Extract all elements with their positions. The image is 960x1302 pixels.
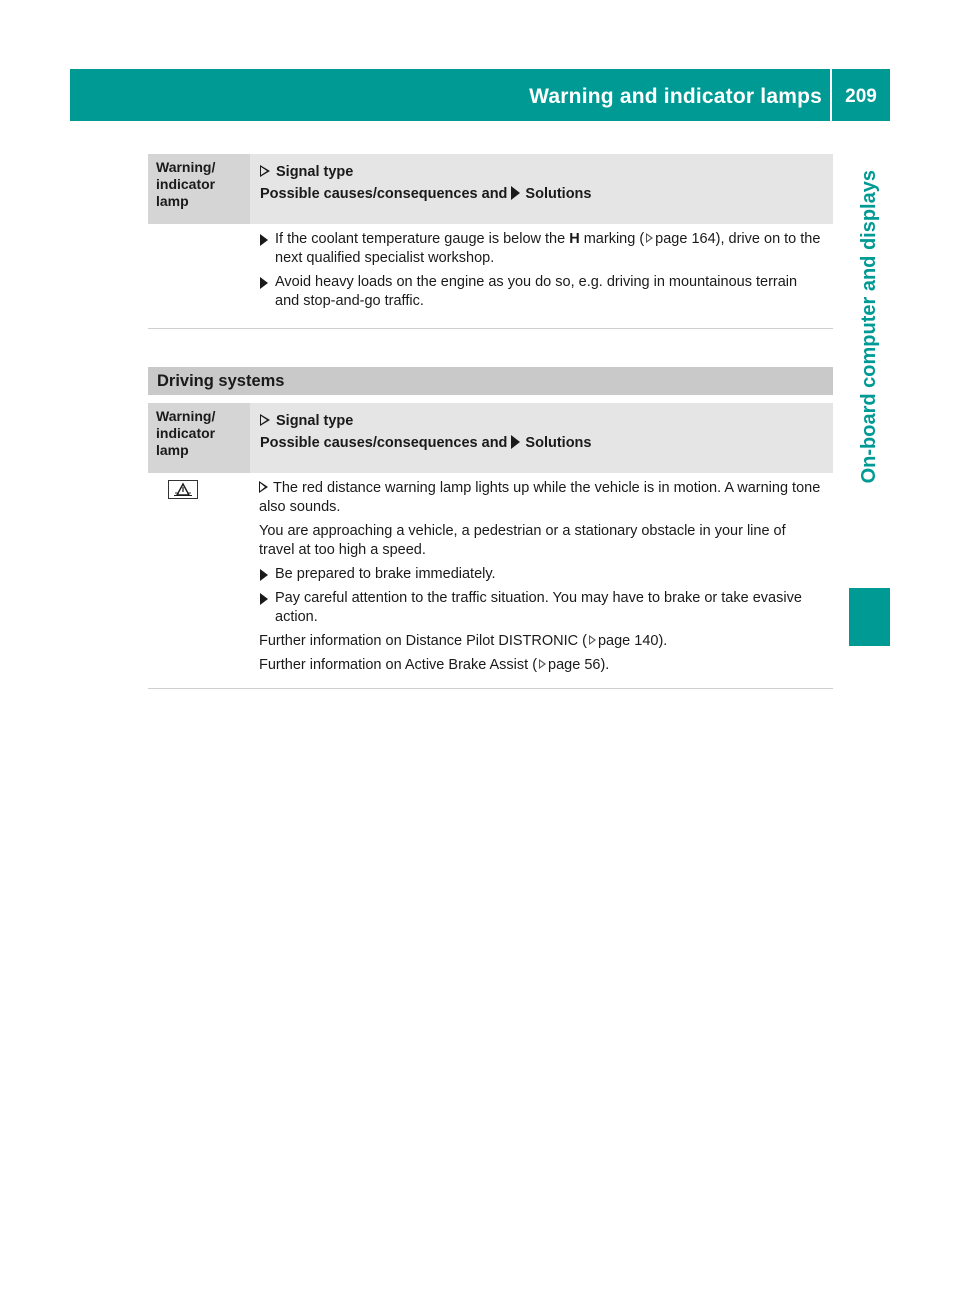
causes-label: Possible causes/consequences and [260, 435, 508, 451]
bullet-text: Pay careful attention to the traffic situation. You may have to brake or take evasive action. [275, 590, 802, 625]
further-text: Further information on Distance Pilot DISTRONIC ( [259, 633, 587, 649]
marking-letter: H [569, 231, 580, 247]
header-signal-column [250, 403, 833, 473]
action-arrow-icon [260, 234, 268, 246]
signal-description [259, 479, 825, 517]
list-item [259, 273, 825, 311]
section-title: Driving systems [148, 367, 833, 395]
action-arrow-icon [260, 277, 268, 289]
cause-description: You are approaching a vehicle, a pedestrian or a stationary obstacle in your line of travel at too high a speed. [259, 523, 786, 558]
page-ref-icon [646, 233, 653, 243]
causes-label: Possible causes/consequences and [260, 186, 508, 202]
header-signal-column [250, 154, 833, 224]
bullet-text: If the coolant temperature gauge is below the [275, 231, 570, 247]
side-chapter-marker [849, 588, 890, 646]
list-item [259, 589, 825, 627]
signal-type-icon [260, 414, 270, 426]
table-header [148, 403, 833, 473]
header-lamp-column: Warning/ indicator lamp [148, 154, 250, 224]
further-text: ). [658, 633, 668, 649]
further-info-brake-assist [259, 656, 825, 675]
table-divider [148, 688, 833, 689]
solutions-cell [250, 224, 833, 316]
signal-type-icon [260, 165, 270, 177]
signal-type-label: Signal type [276, 164, 354, 180]
lamp-cell [148, 473, 250, 680]
side-chapter-tab [849, 152, 890, 572]
list-item [259, 230, 825, 268]
page-reference-link[interactable]: page 56 [548, 657, 601, 673]
list-item [259, 565, 825, 584]
table-header [148, 154, 833, 224]
table-divider [148, 328, 833, 329]
table-row [148, 473, 833, 680]
header-lamp-column: Warning/ indicator lamp [148, 403, 250, 473]
action-arrow-icon [260, 593, 268, 605]
bullet-text: marking ( [579, 231, 645, 247]
page-header [70, 69, 890, 121]
causes-cell [250, 473, 833, 680]
driving-systems-table [148, 403, 833, 689]
bullet-text: Avoid heavy loads on the engine as you do so, e.g. driving in mountainous terrain and stop-and-go traffic. [275, 274, 798, 309]
table-row [148, 224, 833, 316]
lamp-cell [148, 224, 250, 316]
solutions-label: Solutions [525, 186, 592, 202]
solutions-label: Solutions [525, 435, 592, 451]
further-text: Further information on Active Brake Assist ( [259, 657, 538, 673]
signal-type-label: Signal type [276, 413, 354, 429]
bullet-text: Be prepared to brake immediately. [275, 566, 496, 582]
solutions-arrow-icon [511, 186, 520, 200]
signal-type-icon [259, 481, 268, 493]
action-arrow-icon [260, 569, 268, 581]
solutions-arrow-icon [511, 435, 520, 449]
header-title: Warning and indicator lamps [529, 85, 822, 108]
distance-warning-lamp-icon [168, 480, 198, 499]
further-info-distronic [259, 632, 825, 651]
page-reference-link[interactable]: page 140 [597, 633, 659, 649]
warning-table-continued [148, 154, 833, 329]
side-chapter-label: On-board computer and displays [858, 170, 880, 484]
page-content [148, 154, 833, 689]
page-number: 209 [845, 86, 877, 107]
page-ref-icon [589, 635, 596, 645]
bullet-text: ), drive on to the next qualified specialist workshop. [275, 231, 821, 266]
signal-text: The red distance warning lamp lights up while the vehicle is in motion. A warning tone also sounds. [259, 480, 821, 515]
page-ref-icon [539, 659, 546, 669]
page-reference-link[interactable]: page 164 [655, 231, 716, 247]
further-text: ). [600, 657, 610, 673]
